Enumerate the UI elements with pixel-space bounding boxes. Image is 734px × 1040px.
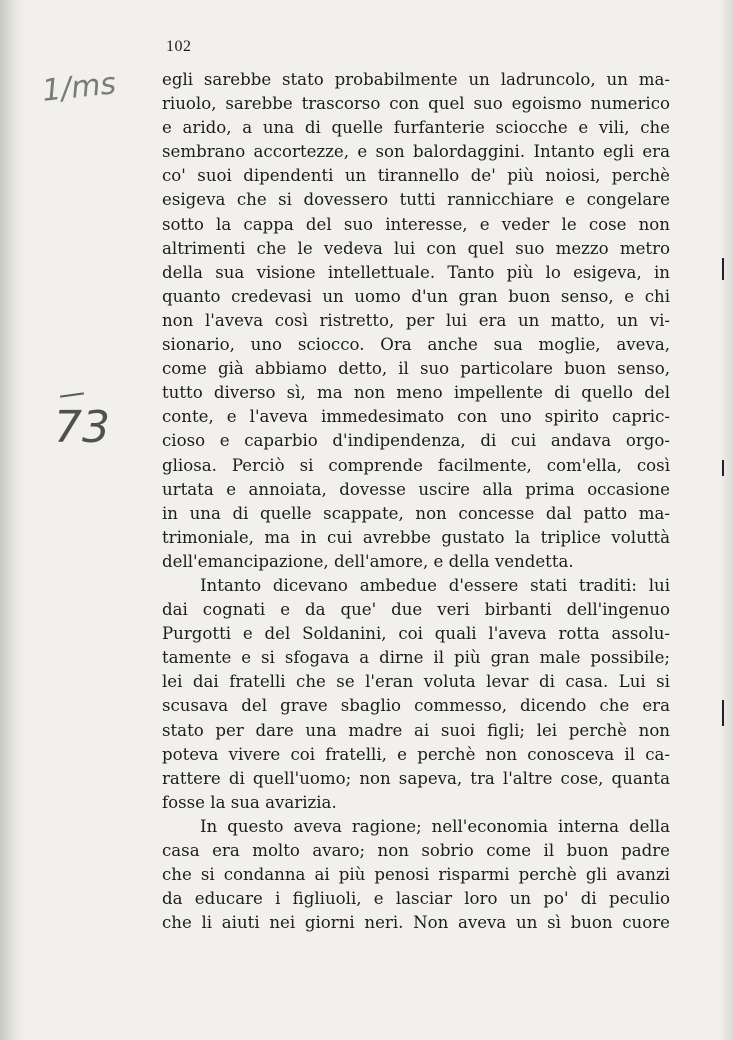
- text-line: che si condanna ai più penosi risparmi perchè gli avanzi: [162, 865, 670, 885]
- text-line: tamente e si sfogava a dirne il più gran male possibile;: [162, 648, 670, 668]
- pencil-annotation-top: 1/ms: [40, 66, 118, 109]
- text-line: fosse la sua avarizia.: [162, 792, 337, 812]
- page-edge-shadow: [720, 0, 734, 1040]
- text-line: Intanto dicevano ambedue d'essere stati traditi: lui: [200, 575, 670, 595]
- page-gutter-shadow: [0, 0, 26, 1040]
- text-line: sembrano accortezze, e son balordaggini. Intanto egli era: [162, 142, 670, 162]
- text-line: rattere di quell'uomo; non sapeva, tra l'altre cose, quanta: [162, 768, 670, 788]
- text-line: dai cognati e da que' due veri birbanti dell'ingenuo: [162, 600, 670, 620]
- paragraph: [162, 68, 670, 574]
- text-line: gliosa. Perciò si comprende facilmente, com'ella, così: [162, 455, 670, 475]
- text-line: cioso e caparbio d'indipendenza, di cui andava orgo-: [162, 431, 670, 451]
- text-line: lei dai fratelli che se l'eran voluta levar di casa. Lui si: [162, 672, 670, 692]
- text-line: e arido, a una di quelle furfanterie sciocche e vili, che: [162, 118, 670, 138]
- text-line: altrimenti che le vedeva lui con quel suo mezzo metro: [162, 238, 670, 258]
- text-line: poteva vivere coi fratelli, e perchè non conosceva il ca-: [162, 744, 670, 764]
- text-line: come già abbiamo detto, il suo particolare buon senso,: [162, 359, 670, 379]
- text-line: casa era molto avaro; non sobrio come il buon padre: [162, 841, 670, 860]
- page-number: 102: [166, 38, 192, 55]
- text-line: quanto credevasi un uomo d'un gran buon senso, e chi: [162, 286, 670, 306]
- text-line: urtata e annoiata, dovesse uscire alla prima occasione: [162, 479, 670, 499]
- text-line: dell'emancipazione, dell'amore, e della vendetta.: [162, 551, 574, 571]
- text-line: egli sarebbe stato probabilmente un ladruncolo, un ma-: [162, 70, 670, 89]
- text-line: Purgotti e del Soldanini, coi quali l'aveva rotta assolu-: [162, 624, 670, 644]
- edge-mark: [722, 460, 724, 476]
- paragraph: [162, 815, 670, 935]
- text-line: non l'aveva così ristretto, per lui era un matto, un vi-: [162, 310, 670, 330]
- text-line: in una di quelle scappate, non concesse dal patto ma-: [162, 503, 670, 523]
- text-line: scusava del grave sbaglio commesso, dicendo che era: [162, 696, 670, 716]
- text-line: tutto diverso sì, ma non meno impellente di quello del: [162, 383, 670, 403]
- text-line: della sua visione intellettuale. Tanto più lo esigeva, in: [162, 262, 670, 282]
- text-line: sotto la cappa del suo interesse, e veder le cose non: [162, 214, 670, 234]
- pencil-annotation-margin: 73: [54, 402, 110, 453]
- body-text: [162, 68, 670, 935]
- pencil-stroke: [60, 392, 84, 397]
- text-line: da educare i figliuoli, e lasciar loro un po' di peculio: [162, 889, 670, 909]
- text-line: In questo aveva ragione; nell'economia interna della: [200, 816, 670, 836]
- text-line: co' suoi dipendenti un tirannello de' più noiosi, perchè: [162, 166, 670, 186]
- text-line: che li aiuti nei giorni neri. Non aveva un sì buon cuore: [162, 913, 670, 933]
- text-line: conte, e l'aveva immedesimato con uno spirito capric-: [162, 407, 670, 427]
- edge-mark: [722, 700, 724, 726]
- text-line: esigeva che si dovessero tutti rannicchiare e congelare: [162, 190, 670, 210]
- text-line: trimoniale, ma in cui avrebbe gustato la triplice voluttà: [162, 527, 670, 547]
- text-line: riuolo, sarebbe trascorso con quel suo egoismo numerico: [162, 94, 670, 114]
- text-line: sionario, uno sciocco. Ora anche sua moglie, aveva,: [162, 335, 670, 355]
- edge-mark: [722, 258, 724, 280]
- text-line: stato per dare una madre ai suoi figli; lei perchè non: [162, 720, 670, 740]
- paragraph: [162, 574, 670, 815]
